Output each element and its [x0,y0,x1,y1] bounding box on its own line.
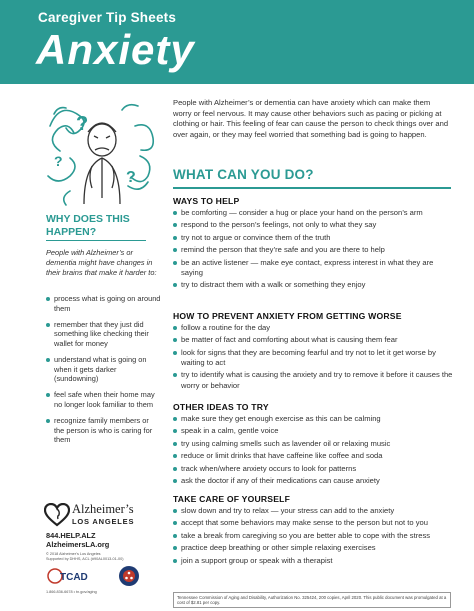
list-item: try to identify what is causing the anxiety and try to remove it before it causes the worry or behavior [173,370,453,390]
series-title: Caregiver Tip Sheets [38,10,177,25]
section-heading-prevent-anxiety: HOW TO PREVENT ANXIETY FROM GETTING WORSE [173,311,402,321]
list-item: be matter of fact and comforting about what is causing them fear [173,335,453,345]
list-item: be comforting — consider a hug or place your hand on the person’s arm [173,208,453,218]
tennessee-seal-icon [118,565,140,587]
copyright-line: © 2018 Alzheimer’s Los Angeles [46,552,101,556]
sidebar-heading: WHY DOES THIS HAPPEN? [46,213,130,238]
copyright-text [46,552,156,562]
list-item: ask the doctor if any of their medications can cause anxiety [173,476,453,486]
main-heading: WHAT CAN YOU DO? [173,167,314,182]
org-name: Alzheimer’s [72,502,134,516]
list-item: try not to argue or convince them of the truth [173,233,453,243]
list-item: respond to the person’s feelings, not only to what they say [173,220,453,230]
self-care-list [173,506,453,568]
svg-text:?: ? [126,169,136,186]
org-city: LOS ANGELES [72,517,135,526]
heart-profile-logo-icon [44,503,70,527]
list-item: understand what is going on when it gets darker (sundowning) [46,355,161,384]
list-item: feel safe when their home may no longer look familiar to them [46,390,161,409]
tcad-logo-icon [47,567,89,585]
prevent-anxiety-list [173,323,453,393]
section-heading-ways-to-help: WAYS TO HELP [173,196,240,206]
helpline-phone: 844.HELP.ALZ [46,531,96,540]
list-item: take a break from caregiving so you are better able to cope with the stress [173,531,453,541]
list-item: join a support group or speak with a therapist [173,556,453,566]
list-item: track when/where anxiety occurs to look for patterns [173,464,453,474]
section-heading-self-care: TAKE CARE OF YOURSELF [173,494,291,504]
other-ideas-list [173,414,453,488]
list-item: process what is going on around them [46,294,161,313]
header-banner [0,0,474,84]
list-item: follow a routine for the day [173,323,453,333]
list-item: make sure they get enough exercise as this can be calming [173,414,453,424]
svg-text:?: ? [54,153,63,169]
list-item: look for signs that they are becoming fearful and try not to let it get worse by waiting to act [173,348,453,368]
list-item: speak in a calm, gentle voice [173,426,453,436]
list-item: be an active listener — make eye contact, express interest in what they are saying [173,258,453,278]
sidebar-intro: People with Alzheimer’s or dementia might have changes in their brains that make it harder to: [46,248,157,277]
tcad-label: TCAD [60,572,88,583]
list-item: remind the person that they’re safe and you are there to help [173,245,453,255]
sidebar-divider [46,240,146,241]
anxious-person-tangled-thoughts-illustration [40,96,160,206]
list-item: try using calming smells such as lavender oil or relaxing music [173,439,453,449]
svg-text:?: ? [76,113,89,135]
page-title: Anxiety [36,26,195,73]
list-item: remember that they just did something like checking their wallet for money [46,320,161,349]
list-item: accept that some behaviors may make sense to the person but not to you [173,518,453,528]
list-item: reduce or limit drinks that have caffeine like coffee and soda [173,451,453,461]
funding-line: Supported by DHHS, ACL (#90AL0013-01-00) [46,557,124,561]
list-item: recognize family members or the person is who is caring for them [46,416,161,445]
ways-to-help-list [173,208,453,293]
list-item: practice deep breathing or other simple relaxing exercises [173,543,453,553]
sidebar-list [46,294,161,451]
org-website: AlzheimersLA.org [46,540,110,549]
list-item: slow down and try to relax — your stress can add to the anxiety [173,506,453,516]
heading-divider [173,187,451,189]
contact-footer: 1.866.836-6678 • tn.gov/aging [46,590,97,594]
list-item: try to distract them with a walk or something they enjoy [173,280,453,290]
section-heading-other-ideas: OTHER IDEAS TO TRY [173,402,269,412]
intro-paragraph: People with Alzheimer’s or dementia can have anxiety which can make them worry or feel nervous. It may cause other behaviors such as pacing or picking at clothing or hair. This feeling of fear can cause the person to check things over and over again, or they may feel worried that something bad is going to happen. [173,98,449,139]
authorization-notice: Tennessee Commission of Aging and Disability, Authorization No. 325424, 200 copies, April 2020. This public document was promulgated at a cost of $2.81 per copy. [173,592,451,608]
